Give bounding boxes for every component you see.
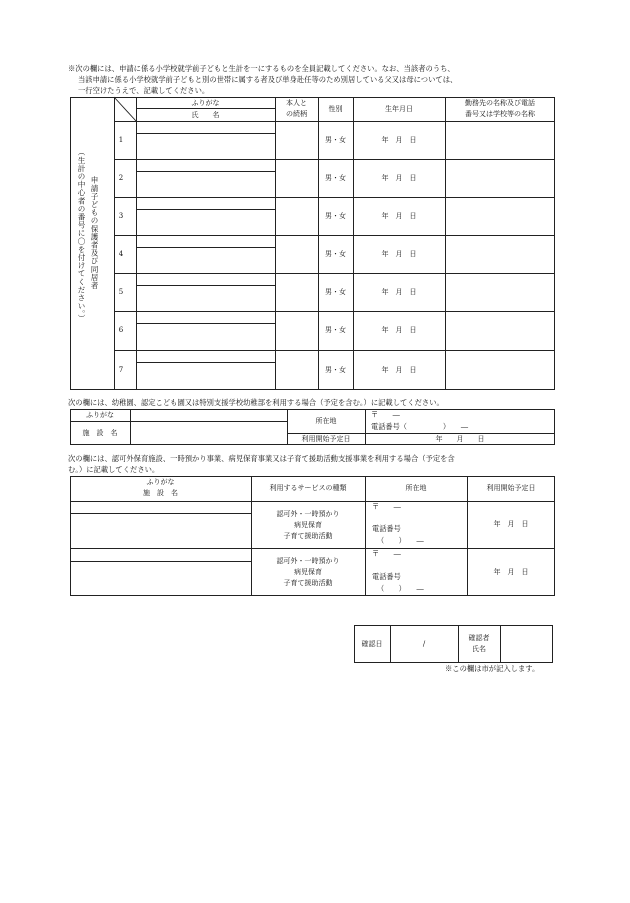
svc-header-start: 利用開始予定日 xyxy=(486,484,536,492)
svc-phone-label: 電話番号 xyxy=(372,572,401,581)
kinder-postal[interactable]: 〒 ― xyxy=(371,410,400,419)
svc-postal[interactable]: 〒 ― xyxy=(372,549,401,558)
confirm-person-label-1: 確認者 xyxy=(468,634,490,642)
kinder-start-label: 利用開始予定日 xyxy=(301,435,351,443)
kinder-location-label: 所在地 xyxy=(315,417,337,425)
confirm-person-label-2: 氏名 xyxy=(472,645,486,653)
header-relation-1: 本人と xyxy=(286,99,307,107)
birthdate-field[interactable]: 年 月 日 xyxy=(381,366,417,374)
gender-choice[interactable]: 男・女 xyxy=(325,212,346,220)
svc-phone[interactable]: （ ） ― xyxy=(377,584,424,593)
svc-header-service-type: 利用するサービスの種類 xyxy=(269,484,347,492)
birthdate-field[interactable]: 年 月 日 xyxy=(381,326,417,334)
birthdate-field[interactable]: 年 月 日 xyxy=(381,174,417,182)
svc-start-date[interactable]: 年 月 日 xyxy=(493,520,529,528)
confirm-date-field[interactable]: / xyxy=(422,640,426,648)
service-type-option[interactable]: 子育て援助活動 xyxy=(283,579,333,587)
row-number: 7 xyxy=(118,366,124,374)
top-note-line-2: 当該申請に係る小学校就学前子どもと別の世帯に属する者及び単身赴任等のため別居している父又は母については、 xyxy=(78,75,458,84)
header-name: 氏 名 xyxy=(191,111,220,119)
service-type-option[interactable]: 認可外・一時預かり xyxy=(276,510,340,518)
kinder-start-date[interactable]: 年 月 日 xyxy=(435,435,485,443)
birthdate-field[interactable]: 年 月 日 xyxy=(381,136,417,144)
service-type-option[interactable]: 病児保育 xyxy=(294,521,322,529)
header-furigana: ふりがな xyxy=(191,99,220,107)
row-number: 2 xyxy=(118,174,124,182)
service-type-option[interactable]: 子育て援助活動 xyxy=(283,532,333,540)
service-type-option[interactable]: 病児保育 xyxy=(294,568,322,576)
service-type-option[interactable]: 認可外・一時預かり xyxy=(276,557,340,565)
kindergarten-note: 次の欄には、幼稚園、認定こども園又は特別支援学校幼稚部を利用する場合（予定を含む。）に記載してください。 xyxy=(68,398,444,407)
gender-choice[interactable]: 男・女 xyxy=(325,326,346,334)
header-gender: 性別 xyxy=(328,105,343,113)
side-label-sub: （生計の中心者の番号に〇を付けてください。） xyxy=(77,148,86,323)
confirm-date-label: 確認日 xyxy=(361,640,383,648)
services-note-line-1: 次の欄には、認可外保育施設、一時預かり事業、病児保育事業又は子育て援助活動支援事業を利用する場合（予定を含 xyxy=(68,454,455,463)
svc-header-furigana: ふりがな xyxy=(146,478,175,486)
kinder-furigana-label: ふりがな xyxy=(86,411,114,419)
gender-choice[interactable]: 男・女 xyxy=(325,366,346,374)
header-relation-2: の続柄 xyxy=(286,110,307,118)
row-number: 4 xyxy=(118,250,124,258)
svc-header-facility: 施 設 名 xyxy=(143,489,178,497)
header-work-1: 勤務先の名称及び電話 xyxy=(465,99,535,107)
svc-postal[interactable]: 〒 ― xyxy=(372,502,401,511)
gender-choice[interactable]: 男・女 xyxy=(325,250,346,258)
gender-choice[interactable]: 男・女 xyxy=(325,288,346,296)
svc-header-location: 所在地 xyxy=(405,484,427,492)
kinder-facility-label: 施 設 名 xyxy=(82,429,118,437)
kinder-phone[interactable]: 電話番号（ ） ― xyxy=(371,422,469,431)
top-note-line-3: 一行空けたうえで、記載してください。 xyxy=(78,86,210,95)
gender-choice[interactable]: 男・女 xyxy=(325,174,346,182)
svc-phone-label: 電話番号 xyxy=(372,524,401,533)
svc-phone[interactable]: （ ） ― xyxy=(377,536,424,545)
top-note-line-1: ※次の欄には、申請に係る小学校就学前子どもと生計を一にするものを全員記載してください。なお、当該者のうち、 xyxy=(68,64,455,73)
row-number: 1 xyxy=(118,136,124,144)
header-work-2: 番号又は学校等の名称 xyxy=(465,110,535,118)
birthdate-field[interactable]: 年 月 日 xyxy=(381,288,417,296)
side-label-main: 申請子どもの保護者及び同居者 xyxy=(90,176,99,290)
gender-choice[interactable]: 男・女 xyxy=(325,136,346,144)
confirm-footnote: ※この欄は市が記入します。 xyxy=(445,664,540,673)
services-note-line-2: む。）に記載してください。 xyxy=(68,465,160,474)
birthdate-field[interactable]: 年 月 日 xyxy=(381,212,417,220)
row-number: 6 xyxy=(118,326,124,334)
header-birthdate: 生年月日 xyxy=(385,105,413,113)
birthdate-field[interactable]: 年 月 日 xyxy=(381,250,417,258)
svc-start-date[interactable]: 年 月 日 xyxy=(493,568,529,576)
row-number: 5 xyxy=(118,288,124,296)
row-number: 3 xyxy=(118,212,124,220)
